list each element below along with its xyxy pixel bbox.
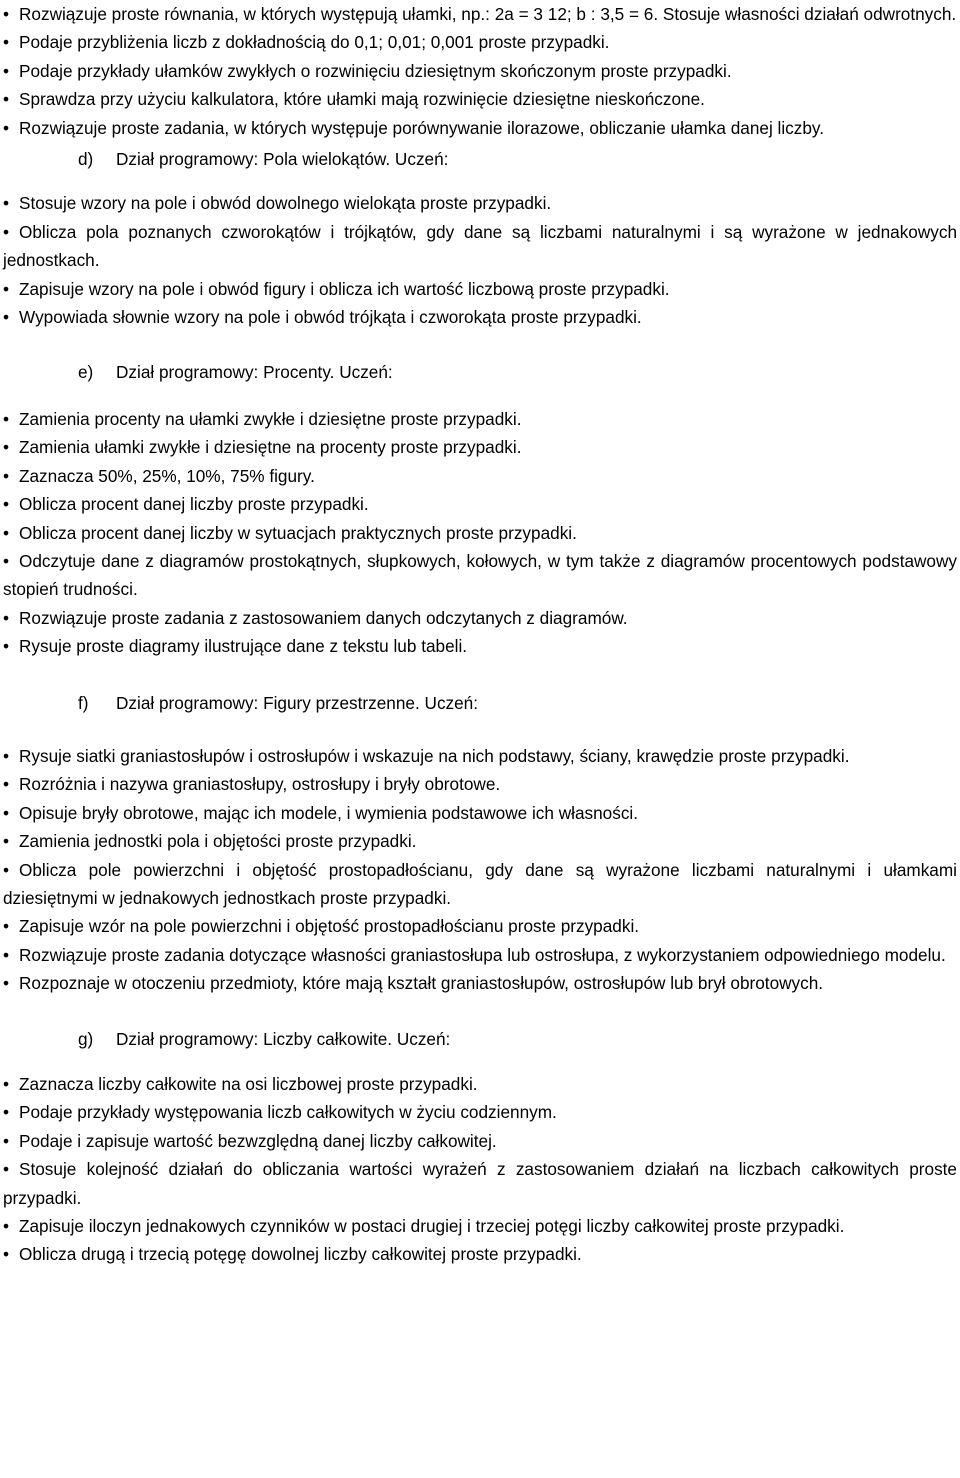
list-item: • Rozwiązuje proste zadania dotyczące własności graniastosłupa lub ostrosłupa, z wykorzystaniem odpowiedniego modelu. [3,944,946,965]
list-item: • Zaznacza 50%, 25%, 10%, 75% figury. [3,465,315,486]
section-heading: g) Dział programowy: Liczby całkowite. Uczeń: [78,1028,451,1049]
list-item: • Rozwiązuje proste zadania z zastosowaniem danych odczytanych z diagramów. [3,607,628,628]
section-e [3,358,957,660]
section-g [3,1025,957,1269]
list-item: • Rysuje proste diagramy ilustrujące dane z tekstu lub tabeli. [3,636,468,657]
list-item: • Podaje i zapisuje wartość bezwzględną danej liczby całkowitej. [3,1130,497,1151]
list-item: • Stosuje kolejność działań do obliczania wartości wyrażeń z zastosowaniem działań na liczbach całkowitych proste przypadki. [3,1159,957,1208]
section-f [3,689,957,998]
list-item: • Rysuje siatki graniastosłupów i ostrosłupów i wskazuje na nich podstawy, ściany, krawędzie proste przypadki. [3,745,850,766]
list-item: • Rozróżnia i nazywa graniastosłupy, ostrosłupy i bryły obrotowe. [3,774,501,795]
list-item: • Stosuje wzory na pole i obwód dowolnego wielokąta proste przypadki. [3,193,552,214]
list-item: • Zapisuje iloczyn jednakowych czynników w postaci drugiej i trzeciej potęgi liczby całkowitej proste przypadki. [3,1216,845,1237]
list-item: • Zapisuje wzory na pole i obwód figury i oblicza ich wartość liczbową proste przypadki. [3,278,670,299]
list-item: • Oblicza pola poznanych czworokątów i trójkątów, gdy dane są liczbami naturalnymi i są wyrażone w jednakowych jednostkach. [3,221,957,271]
section-heading: d) Dział programowy: Pola wielokątów. Uczeń: [78,149,449,170]
list-item: • Sprawdza przy użyciu kalkulatora, które ułamki mają rozwinięcie dziesiętne nieskończone. [3,89,705,110]
list-item: • Podaje przykłady ułamków zwykłych o rozwinięciu dziesiętnym skończonym proste przypadki. [3,60,732,81]
list-item: • Zamienia jednostki pola i objętości proste przypadki. [3,831,417,852]
section-heading: f) Dział programowy: Figury przestrzenne. Uczeń: [78,692,479,713]
list-item: • Oblicza procent danej liczby proste przypadki. [3,494,369,515]
list-item: • Oblicza drugą i trzecią potęgę dowolnej liczby całkowitej proste przypadki. [3,1244,582,1265]
list-item: • Zapisuje wzór na pole powierzchni i objętość prostopadłościanu proste przypadki. [3,916,640,937]
list-item: • Odczytuje dane z diagramów prostokątnych, słupkowych, kołowych, w tym także z diagramów procentowych podstawowy stopień trudności. [3,550,957,600]
list-item: • Zaznacza liczby całkowite na osi liczbowej proste przypadki. [3,1074,478,1094]
list-item: • Zamienia procenty na ułamki zwykłe i dziesiętne proste przypadki. [3,408,522,429]
list-item: • Opisuje bryły obrotowe, mając ich modele, i wymienia podstawowe ich własności. [3,802,639,823]
intro-list [3,0,957,142]
section-heading: e) Dział programowy: Procenty. Uczeń: [78,362,393,383]
list-item: • Zamienia ułamki zwykłe i dziesiętne na procenty proste przypadki. [3,437,522,458]
list-item: • Podaje przykłady występowania liczb całkowitych w życiu codziennym. [3,1102,557,1123]
list-item: • Rozpoznaje w otoczeniu przedmioty, które mają kształt graniastosłupów, ostrosłupów lub brył obrotowych. [3,973,824,994]
list-item: • Wypowiada słownie wzory na pole i obwód trójkąta i czworokąta proste przypadki. [3,307,642,328]
list-item: • Podaje przybliżenia liczb z dokładnością do 0,1; 0,01; 0,001 proste przypadki. [3,32,610,53]
list-item: • Oblicza procent danej liczby w sytuacjach praktycznych proste przypadki. [3,522,577,543]
list-item: • Rozwiązuje proste równania, w których występują ułamki, np.: 2a = 3 12; b : 3,5 = 6. Stosuje własności działań odwrotnych. [3,4,957,24]
list-item: • Rozwiązuje proste zadania, w których występuje porównywanie ilorazowe, obliczanie ułamka danej liczby. [3,117,825,138]
section-d [3,145,957,331]
list-item: • Oblicza pole powierzchni i objętość prostopadłościanu, gdy dane są wyrażone liczbami naturalnymi i ułamkami dziesiętnymi w jednakowych jednostkach proste przypadki. [3,859,957,908]
